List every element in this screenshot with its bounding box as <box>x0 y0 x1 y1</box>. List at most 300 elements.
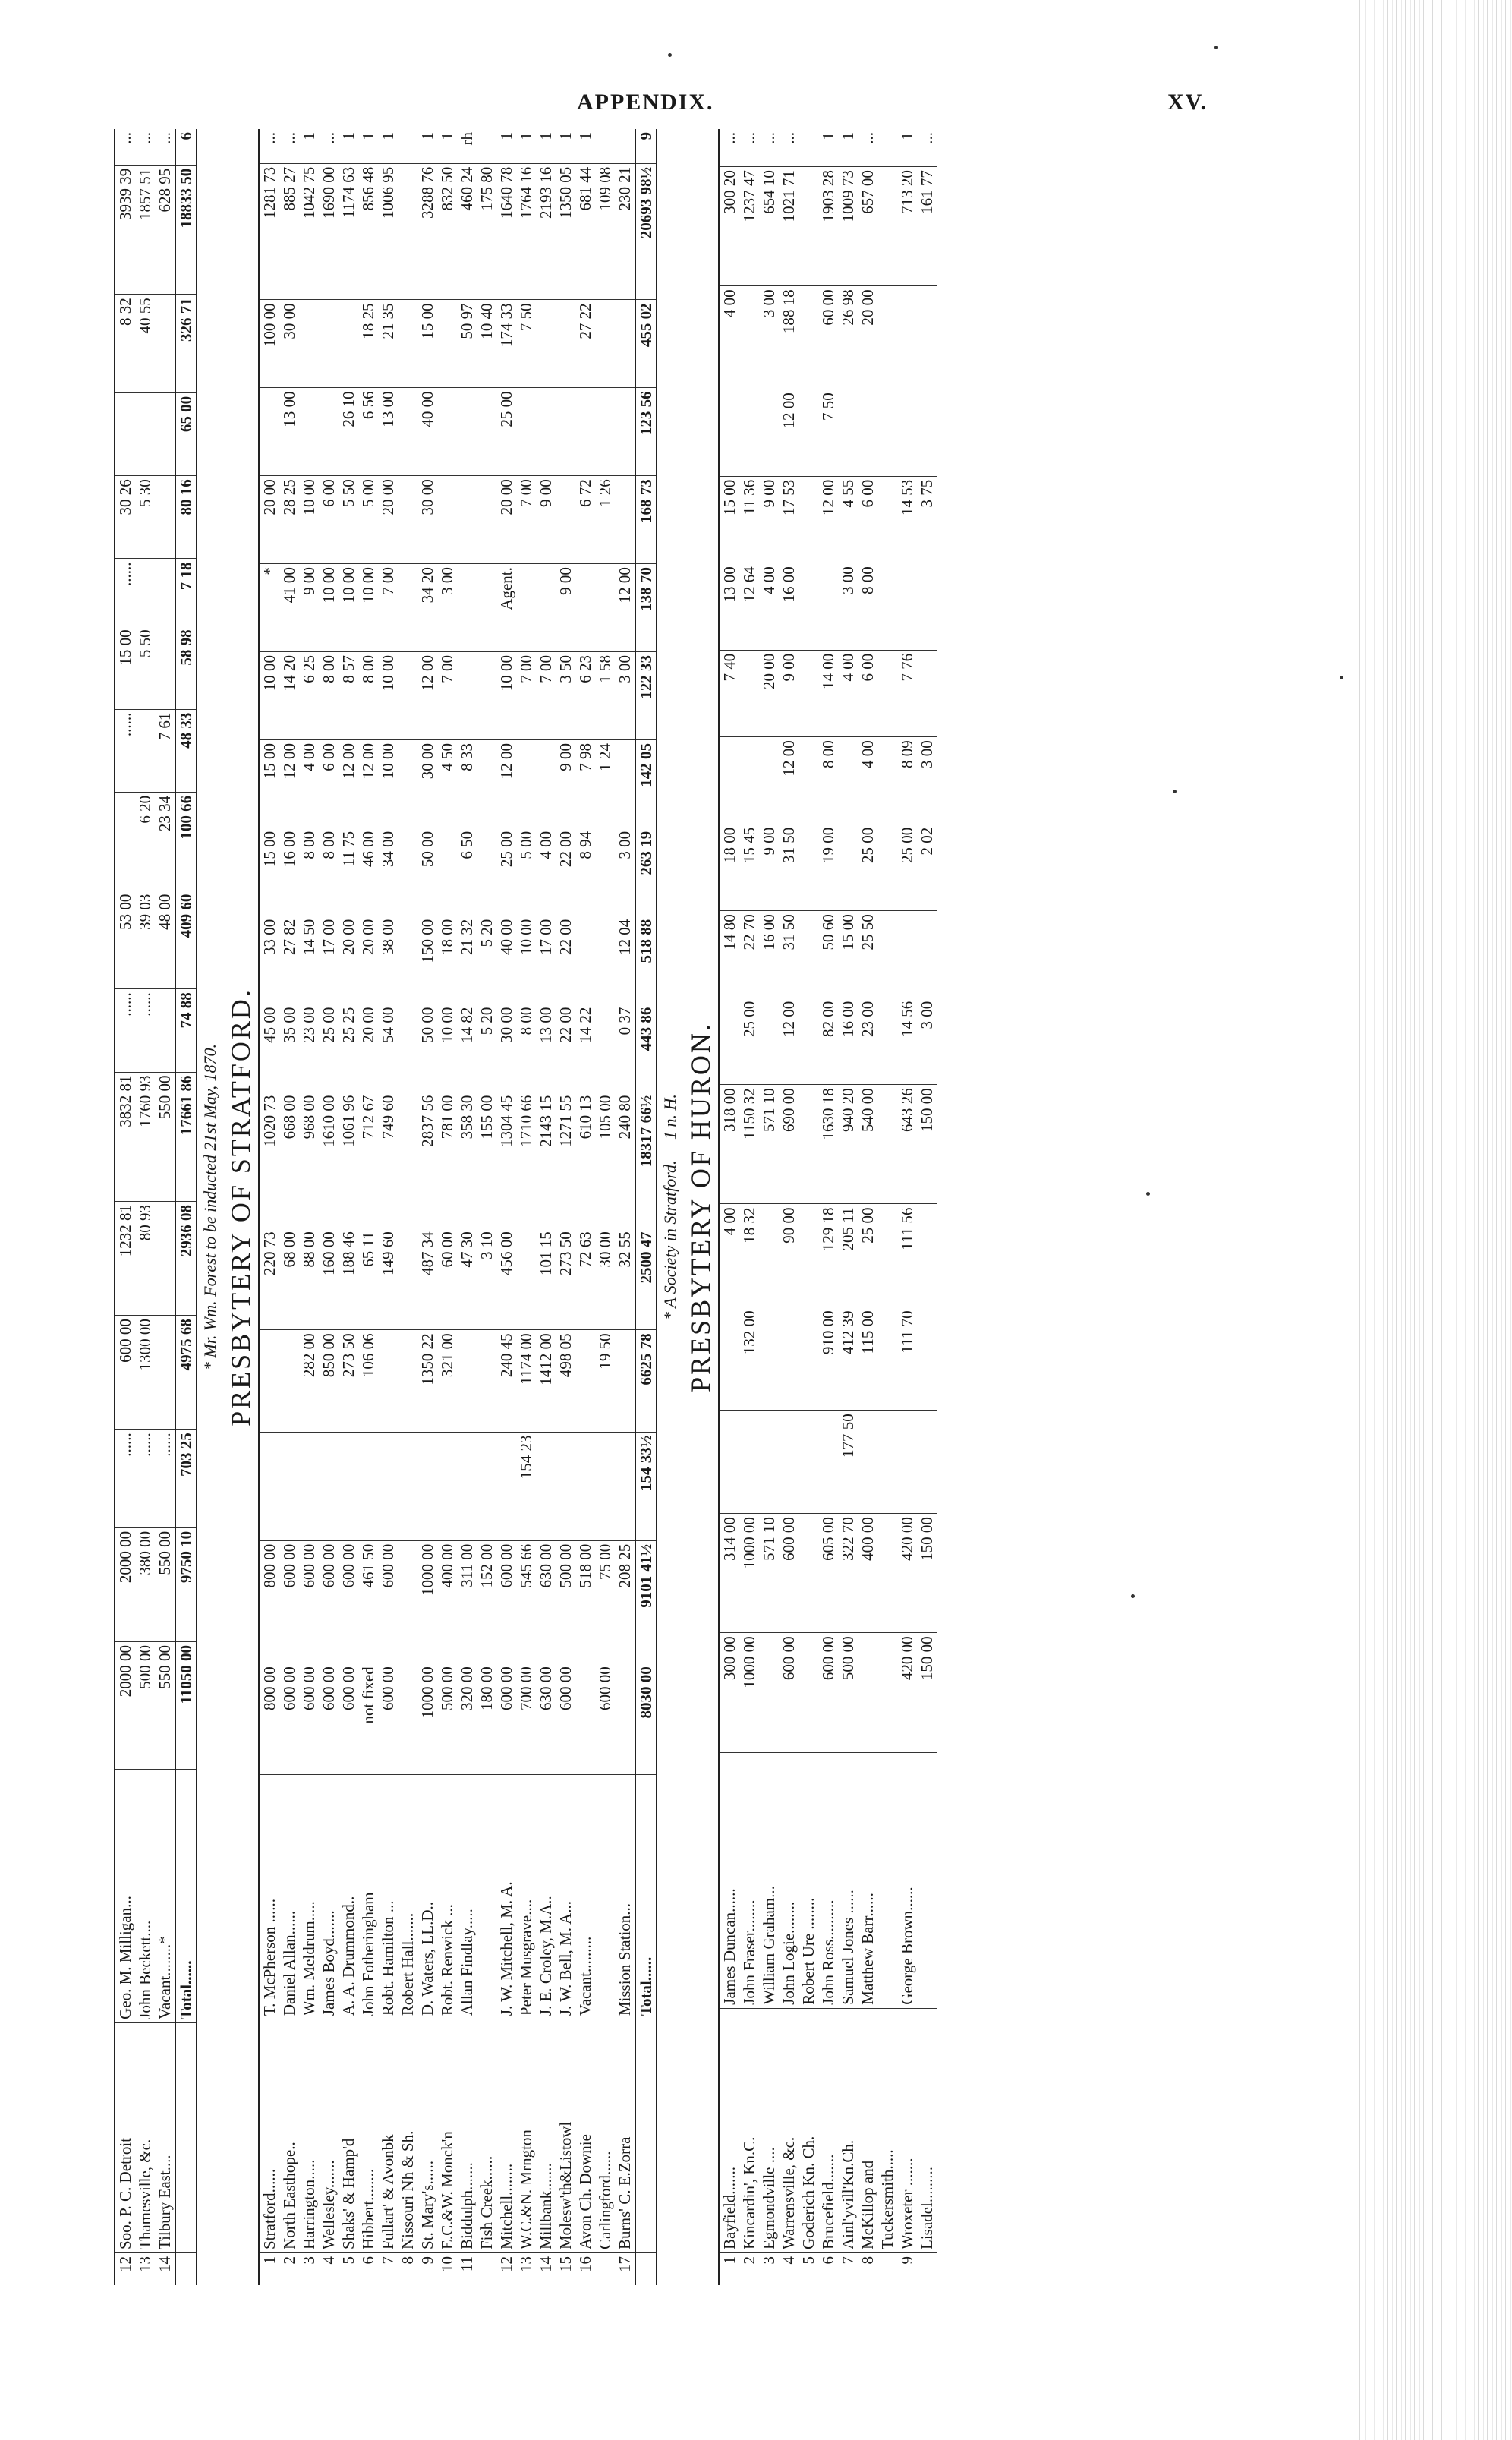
table-cell: 25 00 <box>897 824 917 911</box>
table-cell: 14 00 <box>818 650 838 737</box>
table-cell: 781 00 <box>437 1092 457 1228</box>
table-cell: 9 <box>418 2256 436 2265</box>
table-cell <box>477 1774 496 2019</box>
table-cell: 13 <box>136 2256 154 2272</box>
table-cell: 4 00 <box>858 737 877 824</box>
table-cell: 6625 78 <box>635 1330 657 1432</box>
table-cell: 9 <box>635 129 657 163</box>
table-cell: 9 <box>898 2256 916 2265</box>
table-cell: Ainl'yvill'Kn.Ch. <box>838 2008 858 2252</box>
table-row <box>417 129 437 2285</box>
table-cell: Fish Creek...... <box>477 2019 496 2253</box>
table-cell <box>917 1752 937 2008</box>
table-cell <box>536 1432 556 1540</box>
table-cell: Robert Ure ........ <box>799 1752 818 2008</box>
table-cell: 600 00 <box>299 1540 319 1663</box>
table-cell: Shaks' & Hamp'd <box>339 2019 358 2253</box>
table-cell: ...... <box>115 1430 135 1528</box>
table-cell: 8 00 <box>358 652 378 740</box>
table-cell <box>398 652 417 740</box>
table-cell: 109 08 <box>595 163 615 300</box>
table-cell: 15 00 <box>115 626 135 709</box>
table-cell <box>260 1330 279 1432</box>
table-cell: 1 <box>556 129 575 163</box>
table-cell: 150 00 <box>917 1085 937 1204</box>
table-cell: 1610 00 <box>319 1092 339 1228</box>
table-cell: 12 00 <box>615 564 635 652</box>
table-cell <box>595 1774 615 2019</box>
table-cell: 6 <box>359 2256 377 2265</box>
table-cell: 1174 00 <box>516 1330 536 1432</box>
table-cell <box>155 1316 175 1430</box>
table-cell: Total...... <box>635 1774 657 2019</box>
table-cell: 8 00 <box>858 563 877 651</box>
table-cell <box>838 389 858 477</box>
table-cell <box>595 564 615 652</box>
table-cell: 3 00 <box>615 828 635 916</box>
table-cell: 40 00 <box>417 388 437 476</box>
table-cell: 1006 95 <box>378 163 398 300</box>
table-cell <box>739 737 759 824</box>
table-cell: 15 45 <box>739 824 759 911</box>
table-cell: 12 00 <box>818 476 838 563</box>
table-cell: 409 60 <box>175 891 197 989</box>
table-cell <box>759 1204 779 1307</box>
table-cell: 160 00 <box>319 1228 339 1330</box>
table-cell: 1 <box>339 129 358 163</box>
scan-edge-noise <box>1351 0 1512 2440</box>
table-cell <box>897 389 917 477</box>
table-cell: 2143 15 <box>536 1092 556 1228</box>
table-cell: 9 00 <box>556 739 575 828</box>
table-cell <box>477 129 496 163</box>
huron-table-block <box>718 129 937 2285</box>
table-cell <box>299 388 319 476</box>
table-cell <box>858 1633 877 1752</box>
table-cell: 101 15 <box>536 1228 556 1330</box>
table-cell: 282 00 <box>299 1330 319 1432</box>
table-cell: Bayfield....... <box>720 2008 739 2252</box>
table-cell: Robt. Hamilton ... <box>378 1774 398 2019</box>
table-cell: 54 00 <box>378 1004 398 1092</box>
table-cell: 20 00 <box>260 476 279 564</box>
table-cell: 50 60 <box>818 911 838 998</box>
table-cell: 6 <box>819 2256 837 2265</box>
table-cell: 600 00 <box>339 1663 358 1774</box>
table-cell <box>536 300 556 388</box>
table-cell: 1 26 <box>595 476 615 564</box>
table-cell <box>516 564 536 652</box>
table-cell: 17 <box>616 2256 634 2272</box>
table-row <box>496 129 516 2285</box>
table-cell <box>575 388 595 476</box>
table-cell <box>556 300 575 388</box>
table-cell: 1061 96 <box>339 1092 358 1228</box>
table-cell: 4 55 <box>838 476 858 563</box>
table-cell: 17 53 <box>779 476 799 563</box>
table-cell: 30 00 <box>279 300 299 388</box>
table-cell <box>398 1432 417 1540</box>
table-cell: 14 80 <box>720 911 739 998</box>
table-cell: 600 00 <box>299 1663 319 1774</box>
table-cell: 150 00 <box>917 1633 937 1752</box>
table-cell: Goderich Kn. Ch. <box>799 2008 818 2252</box>
table-cell: 88 00 <box>299 1228 319 1330</box>
table-cell: John Beckett.... <box>135 1770 155 2023</box>
table-row <box>615 129 635 2285</box>
table-cell <box>398 1540 417 1663</box>
table-cell <box>917 911 937 998</box>
table-cell <box>135 709 155 792</box>
table-cell <box>595 828 615 916</box>
table-cell: 68 00 <box>279 1228 299 1330</box>
table-cell: ... <box>917 129 937 167</box>
table-cell: 12 <box>497 2256 515 2272</box>
table-row <box>398 129 417 2285</box>
table-cell: 1 <box>437 129 457 163</box>
table-cell <box>155 1202 175 1316</box>
table-cell: 12 00 <box>358 739 378 828</box>
table-cell: 39 03 <box>135 891 155 989</box>
table-cell: 5 30 <box>135 476 155 559</box>
table-cell <box>175 2022 197 2252</box>
table-cell: Agent. <box>496 564 516 652</box>
table-cell: 240 80 <box>615 1092 635 1228</box>
table-cell <box>877 911 897 998</box>
table-cell: 208 25 <box>615 1540 635 1663</box>
table-cell: 500 00 <box>437 1663 457 1774</box>
table-cell: 600 00 <box>779 1633 799 1752</box>
table-cell: 1000 00 <box>739 1514 759 1633</box>
table-cell: ... <box>115 129 135 165</box>
table-cell <box>799 1204 818 1307</box>
table-cell: 1009 73 <box>838 167 858 286</box>
table-cell: 18 00 <box>437 916 457 1004</box>
table-cell: 20 00 <box>378 476 398 564</box>
table-cell: 690 00 <box>779 1085 799 1204</box>
table-cell: 1021 71 <box>779 167 799 286</box>
table-cell: Total...... <box>175 1770 197 2023</box>
table-cell: 749 60 <box>378 1092 398 1228</box>
table-cell: Brucefield....... <box>818 2008 838 2252</box>
table-cell: 571 10 <box>759 1514 779 1633</box>
table-cell: 1764 16 <box>516 163 536 300</box>
table-cell: 14 20 <box>279 652 299 740</box>
table-cell <box>799 167 818 286</box>
page-header-appendix: APPENDIX. <box>577 90 714 115</box>
table-cell: McKillop and <box>858 2008 877 2252</box>
table-cell: 630 00 <box>536 1540 556 1663</box>
table-row <box>155 129 175 2285</box>
table-cell: 3 00 <box>759 286 779 389</box>
table-cell: 40 00 <box>496 916 516 1004</box>
table-cell <box>135 392 155 475</box>
table-cell: 856 48 <box>358 163 378 300</box>
table-cell: 1281 73 <box>260 163 279 300</box>
table-cell: 15 00 <box>838 911 858 998</box>
table-cell: 600 00 <box>378 1540 398 1663</box>
table-cell: 6 25 <box>299 652 319 740</box>
table-cell: Thamesville, &c. <box>135 2022 155 2252</box>
table-cell <box>877 998 897 1085</box>
table-cell: 23 34 <box>155 792 175 891</box>
table-cell: 14 22 <box>575 1004 595 1092</box>
table-cell: 498 05 <box>556 1330 575 1432</box>
table-cell <box>917 1411 937 1514</box>
table-cell <box>155 559 175 626</box>
table-cell <box>378 1432 398 1540</box>
table-row <box>858 129 877 2285</box>
table-cell <box>457 652 477 740</box>
table-cell: 14 82 <box>457 1004 477 1092</box>
table-cell: 5 <box>339 2256 358 2265</box>
table-cell: 22 00 <box>556 828 575 916</box>
table-cell: St. Mary's...... <box>417 2019 437 2253</box>
table-cell: ...... <box>155 1430 175 1528</box>
table-cell: 940 20 <box>838 1085 858 1204</box>
table-cell: 6 <box>175 129 197 165</box>
table-cell: 1 <box>818 129 838 167</box>
table-cell: 1640 78 <box>496 163 516 300</box>
table-cell: 540 00 <box>858 1085 877 1204</box>
stratford-footnote <box>660 129 680 2285</box>
page-number: XV. <box>1167 90 1208 115</box>
table-cell: 8 09 <box>897 737 917 824</box>
table-cell: Burns' C. E.Zorra <box>615 2019 635 2253</box>
table-cell <box>115 792 135 891</box>
table-cell <box>398 388 417 476</box>
table-cell: ... <box>739 129 759 167</box>
table-cell <box>437 476 457 564</box>
table-row <box>260 129 279 2285</box>
table-cell <box>595 129 615 163</box>
table-cell <box>635 2253 657 2286</box>
table-cell <box>477 739 496 828</box>
table-cell <box>739 1411 759 1514</box>
table-row <box>897 129 917 2285</box>
table-cell: 4975 68 <box>175 1316 197 1430</box>
table-cell <box>575 1432 595 1540</box>
table-cell: North Easthope.. <box>279 2019 299 2253</box>
table-cell: 1150 32 <box>739 1085 759 1204</box>
table-cell: 1000 00 <box>739 1633 759 1752</box>
table-cell: 25 00 <box>319 1004 339 1092</box>
table-cell: 1 <box>720 2256 739 2265</box>
table-cell: rh <box>457 129 477 163</box>
table-cell: 154 33½ <box>635 1432 657 1540</box>
table-cell: 22 70 <box>739 911 759 998</box>
table-cell: 630 00 <box>536 1663 556 1774</box>
table-cell: 420 00 <box>897 1514 917 1633</box>
table-row <box>175 129 197 2285</box>
table-cell: 7 00 <box>516 476 536 564</box>
table-cell: 321 00 <box>437 1330 457 1432</box>
table-row <box>818 129 838 2285</box>
huron-title: PRESBYTERY OF HURON. <box>685 1022 716 1392</box>
table-cell: 13 00 <box>720 563 739 651</box>
table-cell: Mission Station... <box>615 1774 635 2019</box>
table-cell: 13 00 <box>279 388 299 476</box>
table-cell: Molesw'th&Listowl <box>556 2019 575 2253</box>
table-cell <box>398 1330 417 1432</box>
table-cell <box>799 286 818 389</box>
table-cell: 703 25 <box>175 1430 197 1528</box>
table-cell: ...... <box>135 1430 155 1528</box>
table-cell: 681 44 <box>575 163 595 300</box>
table-cell: 15 00 <box>260 828 279 916</box>
table-cell <box>858 389 877 477</box>
table-cell: 152 00 <box>477 1540 496 1663</box>
table-cell: 1690 00 <box>319 163 339 300</box>
table-cell: 2 <box>280 2256 298 2265</box>
table-cell: 16 00 <box>838 998 858 1085</box>
table-cell: 25 00 <box>496 828 516 916</box>
table-cell <box>818 563 838 651</box>
table-cell <box>260 388 279 476</box>
table-cell: 17 00 <box>319 916 339 1004</box>
table-cell: 7 50 <box>818 389 838 477</box>
table-cell: 1 <box>897 129 917 167</box>
top-table-block <box>114 129 220 2285</box>
table-cell: 700 00 <box>516 1663 536 1774</box>
table-cell: 3 50 <box>556 652 575 740</box>
table-cell: 12 64 <box>739 563 759 651</box>
table-cell <box>477 2253 496 2286</box>
table-cell: 72 63 <box>575 1228 595 1330</box>
table-cell: 90 00 <box>779 1204 799 1307</box>
table-cell: ... <box>720 129 739 167</box>
table-cell: 571 10 <box>759 1085 779 1204</box>
table-cell <box>299 1432 319 1540</box>
table-cell: 6 72 <box>575 476 595 564</box>
table-cell: 188 18 <box>779 286 799 389</box>
table-cell: 9 00 <box>536 476 556 564</box>
table-cell: 1 <box>575 129 595 163</box>
table-cell: 100 66 <box>175 792 197 891</box>
table-row <box>779 129 799 2285</box>
table-cell: J. W. Bell, M. A... <box>556 1774 575 2019</box>
table-cell: 314 00 <box>720 1514 739 1633</box>
table-cell: 168 73 <box>635 476 657 564</box>
table-cell <box>615 1663 635 1774</box>
table-cell: 2936 08 <box>175 1202 197 1316</box>
table-cell <box>496 1432 516 1540</box>
table-cell <box>917 2253 937 2286</box>
table-cell: 50 97 <box>457 300 477 388</box>
table-cell: 380 00 <box>135 1527 155 1641</box>
table-cell <box>877 1307 897 1411</box>
table-cell: 3832 81 <box>115 1072 135 1201</box>
table-cell: 16 00 <box>759 911 779 998</box>
table-cell: 9 00 <box>759 824 779 911</box>
table-cell: 18 25 <box>358 300 378 388</box>
table-cell: Egmondville .... <box>759 2008 779 2252</box>
table-cell: 22 00 <box>556 916 575 1004</box>
table-cell: 12 04 <box>615 916 635 1004</box>
table-row <box>556 129 575 2285</box>
table-cell: 1903 28 <box>818 167 838 286</box>
table-row <box>759 129 779 2285</box>
table-cell: 3 00 <box>917 998 937 1085</box>
table-cell <box>615 129 635 163</box>
table-cell: 605 00 <box>818 1514 838 1633</box>
table-cell: 30 00 <box>496 1004 516 1092</box>
table-cell: 45 00 <box>260 1004 279 1092</box>
table-cell <box>398 1004 417 1092</box>
table-cell <box>615 739 635 828</box>
table-cell <box>917 1307 937 1411</box>
table-cell: James Duncan...... <box>720 1752 739 2008</box>
table-cell: Warrensville, &c. <box>779 2008 799 2252</box>
table-cell: 5 50 <box>339 476 358 564</box>
table-cell: 31 50 <box>779 824 799 911</box>
table-cell: 30 26 <box>115 476 135 559</box>
table-cell: 30 00 <box>417 476 437 564</box>
table-cell: Stratford...... <box>260 2019 279 2253</box>
table-cell <box>155 295 175 393</box>
table-cell: 600 00 <box>279 1663 299 1774</box>
table-cell: ... <box>759 129 779 167</box>
table-cell: 610 13 <box>575 1092 595 1228</box>
table-cell: 850 00 <box>319 1330 339 1432</box>
table-cell: 14 56 <box>897 998 917 1085</box>
table-cell: 4 <box>320 2256 338 2265</box>
table-cell: Biddulph....... <box>457 2019 477 2253</box>
table-cell: 10 00 <box>496 652 516 740</box>
table-cell: 7 76 <box>897 650 917 737</box>
table-cell: 600 00 <box>319 1663 339 1774</box>
table-cell: 3 00 <box>838 563 858 651</box>
table-cell: 10 00 <box>358 564 378 652</box>
table-cell <box>175 2253 197 2286</box>
table-cell <box>720 389 739 477</box>
table-cell: 2 02 <box>917 824 937 911</box>
table-cell: not fixed <box>358 1663 378 1774</box>
table-cell: 1710 66 <box>516 1092 536 1228</box>
table-row <box>536 129 556 2285</box>
table-cell <box>398 476 417 564</box>
table-cell <box>799 911 818 998</box>
table-cell: Robert Hall....... <box>398 1774 417 2019</box>
table-cell: John Logie........ <box>779 1752 799 2008</box>
table-cell: 1 58 <box>595 652 615 740</box>
table-cell <box>115 392 135 475</box>
table-cell <box>457 1330 477 1432</box>
table-cell <box>897 286 917 389</box>
table-row <box>799 129 818 2285</box>
table-cell <box>759 1411 779 1514</box>
table-cell: 5 20 <box>477 916 496 1004</box>
table-cell: 6 23 <box>575 652 595 740</box>
table-cell: 6 00 <box>319 739 339 828</box>
table-cell: 16 00 <box>279 828 299 916</box>
table-cell: 4 00 <box>720 286 739 389</box>
table-cell: 8 33 <box>457 739 477 828</box>
table-cell: 1 <box>299 129 319 163</box>
table-cell: 3939 39 <box>115 165 135 294</box>
table-cell <box>398 1663 417 1774</box>
table-cell: ...... <box>115 709 135 792</box>
table-cell: 31 50 <box>779 911 799 998</box>
table-cell: 3 00 <box>437 564 457 652</box>
table-cell: 50 00 <box>417 828 437 916</box>
table-cell <box>575 1330 595 1432</box>
table-cell: 8 00 <box>818 737 838 824</box>
table-cell: 9 00 <box>556 564 575 652</box>
table-cell <box>799 1307 818 1411</box>
table-cell: 21 35 <box>378 300 398 388</box>
table-cell <box>877 476 897 563</box>
